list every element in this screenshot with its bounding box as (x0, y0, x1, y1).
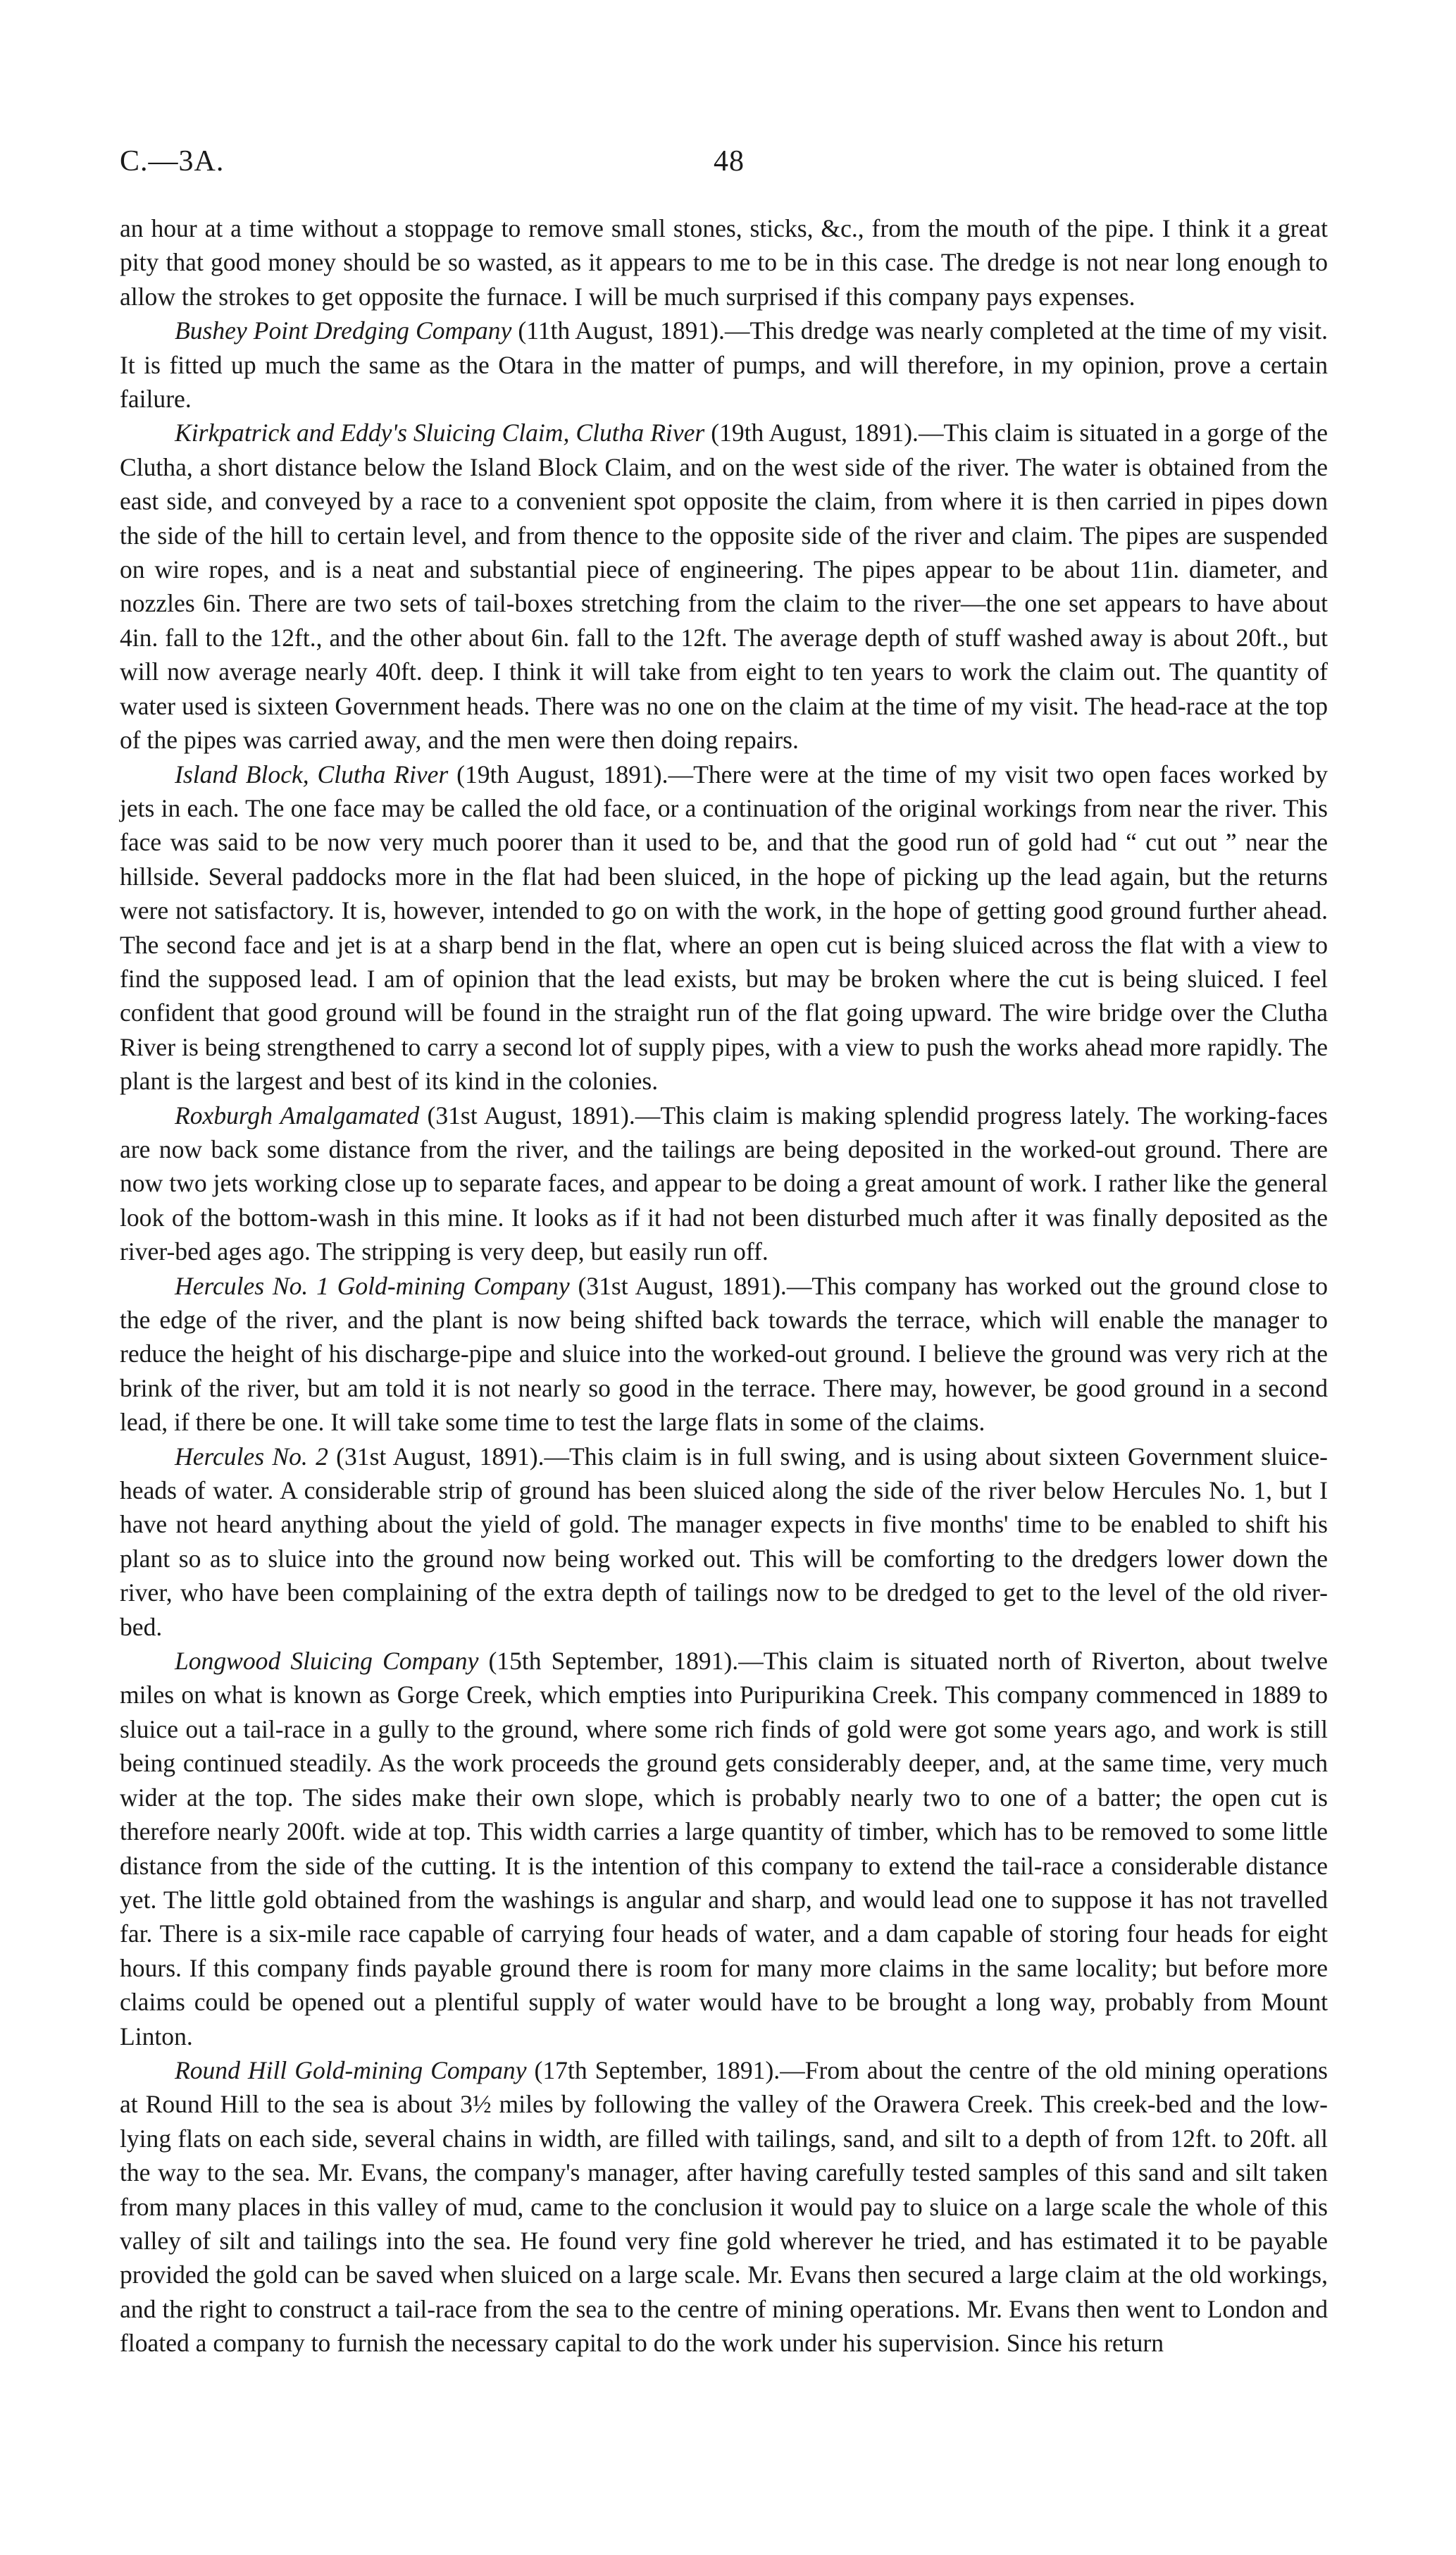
page-number: 48 (714, 145, 745, 178)
paragraph-text: (17th September, 1891).—From about the centre of the old mining operations at Round Hill to the sea is about 3½ miles by following the valley of the Orawera Creek. This creek-bed and the low-lying flats on each side, several chains in width, are filled with tailings, sand, and silt to a depth of from 12ft. to 20ft. all the way to the sea. Mr. Evans, the company's manager, after having carefully tested samples of this sand and silt taken from many places in this valley of mud, came to the conclusion it would pay to sluice on a large scale the whole of this valley of silt and tailings into the sea. He found very fine gold wherever he tried, and has estimated it to be payable provided the gold can be saved when sluiced on a large scale. Mr. Evans then secured a large claim at the old workings, and the right to construct a tail-race from the sea to the centre of mining operations. Mr. Evans then went to London and floated a company to furnish the necessary capital to do the work under his supervision. Since his return (120, 2055, 1328, 2358)
paragraph (120, 1269, 1328, 1440)
paragraph-heading: Longwood Sluicing Company (175, 1647, 479, 1676)
paragraph-text: (19th August, 1891).—There were at the time of my visit two open faces worked by jets in each. The one face may be called the old face, or a continuation of the original workings from near the river. This face was said to be now very much poorer than it used to be, and that the good run of gold had “ cut out ” near the hillside. Several paddocks more in the flat had been sluiced, in the hope of picking up the lead again, but the returns were not satisfactory. It is, however, intended to go on with the work, in the hope of getting good ground further ahead. The second face and jet is at a sharp bend in the flat, where an open cut is being sluiced across the flat with a view to find the supposed lead. I am of opinion that the lead exists, but may be broken where the cut is being sluiced. I feel confident that good ground will be found in the straight run of the flat going upward. The wire bridge over the Clutha River is being strengthened to carry a second lot of supply pipes, with a view to push the works ahead more rapidly. The plant is the largest and best of its kind in the colonies. (120, 760, 1328, 1096)
paragraph (120, 416, 1328, 757)
paragraph-text: (31st August, 1891).—This claim is making splendid progress lately. The working-faces are now back some distance from the river, and the tailings are being deposited in the worked-out ground. There are now two jets working close up to separate faces, and appear to be doing a great amount of work. I rather like the general look of the bottom-wash in this mine. It looks as if it had not been disturbed much after it was finally deposited as the river-bed ages ago. The stripping is very deep, but easily run off. (120, 1101, 1328, 1266)
paragraph-heading: Hercules No. 1 Gold-mining Company (175, 1271, 570, 1300)
paragraph (120, 2053, 1328, 2361)
paragraph-heading: Hercules No. 2 (175, 1442, 328, 1471)
paragraph-text: (31st August, 1891).—This claim is in full swing, and is using about sixteen Government sluice-heads of water. A considerable strip of ground has been sluiced along the side of the river below Hercules No. 1, but I have not heard anything about the yield of gold. The manager expects in five months' time to be enabled to shift his plant so as to sluice into the ground now being worked out. This will be comforting to the dredgers lower down the river, who have been complaining of the extra depth of tailings now to be dredged to get to the level of the old river-bed. (120, 1442, 1329, 1641)
report-body (120, 211, 1328, 2361)
paragraph (120, 1644, 1328, 2053)
report-reference: C.—3A. (120, 145, 225, 178)
paragraph-heading: Roxburgh Amalgamated (175, 1101, 420, 1130)
paragraph (120, 1440, 1328, 1644)
paragraph-heading: Kirkpatrick and Eddy's Sluicing Claim, Clutha River (175, 419, 705, 447)
page-header (120, 144, 1328, 187)
paragraph-heading: Bushey Point Dredging Company (175, 316, 512, 345)
paragraph-heading: Round Hill Gold-mining Company (175, 2055, 527, 2084)
paragraph-text: an hour at a time without a stoppage to remove small stones, sticks, &c., from the mouth of the pipe. I think it a great pity that good money should be so wasted, as it appears to me to be in this case. The dredge is not near long enough to allow the strokes to get opposite the furnace. I will be much surprised if this company pays expenses. (120, 214, 1328, 311)
paragraph (120, 211, 1328, 314)
paragraph-text: (19th August, 1891).—This claim is situated in a gorge of the Clutha, a short distance below the Island Block Claim, and on the west side of the river. The water is obtained from the east side, and conveyed by a race to a convenient spot opposite the claim, from where it is then carried in pipes down the side of the hill to certain level, and from thence to the opposite side of the river and claim. The pipes are suspended on wire ropes, and is a neat and substantial piece of engineering. The pipes appear to be about 11in. diameter, and nozzles 6in. There are two sets of tail-boxes stretching from the claim to the river—the one set appears to have about 4in. fall to the 12ft., and the other about 6in. fall to the 12ft. The average depth of stuff washed away is about 20ft., but will now average nearly 40ft. deep. I think it will take from eight to ten years to work the claim out. The quantity of water used is sixteen Government heads. There was no one on the claim at the time of my visit. The head-race at the top of the pipes was carried away, and the men were then doing repairs. (120, 419, 1328, 755)
paragraph (120, 1099, 1328, 1269)
paragraph (120, 314, 1328, 416)
paragraph-text: (31st August, 1891).—This company has worked out the ground close to the edge of the river, and the plant is now being shifted back towards the terrace, which will enable the manager to reduce the height of his discharge-pipe and sluice into the worked-out ground. I believe the ground was very rich at the brink of the river, but am told it is not nearly so good in the terrace. There may, however, be good ground in a second lead, if there be one. It will take some time to test the large flats in some of the claims. (120, 1271, 1329, 1437)
paragraph-text: (15th September, 1891).—This claim is situated north of Riverton, about twelve miles on what is known as Gorge Creek, which empties into Puripurikina Creek. This company commenced in 1889 to sluice out a tail-race in a gully to the ground, where some rich finds of gold were got some years ago, and work is still being continued steadily. As the work proceeds the ground gets considerably deeper, and, at the same time, very much wider at the top. The sides make their own slope, which is probably nearly two to one of a batter; the open cut is therefore nearly 200ft. wide at top. This width carries a large quantity of timber, which has to be removed to some little distance from the side of the cutting. It is the intention of this company to extend the tail-race a considerable distance yet. The little gold obtained from the washings is angular and sharp, and would lead one to suppose it has not travelled far. There is a six-mile race capable of carrying four heads of water, and a dam capable of storing four heads for eight hours. If this company finds payable ground there is room for many more claims in the same locality; but before more claims could be opened out a plentiful supply of water would have to be brought a long way, probably from Mount Linton. (120, 1647, 1329, 2050)
paragraph-text: (11th August, 1891).—This dredge was nearly completed at the time of my visit. It is fitted up much the same as the Otara in the matter of pumps, and will therefore, in my opinion, prove a certain failure. (120, 316, 1328, 414)
paragraph-heading: Island Block, Clutha River (175, 760, 449, 788)
paragraph (120, 757, 1328, 1099)
